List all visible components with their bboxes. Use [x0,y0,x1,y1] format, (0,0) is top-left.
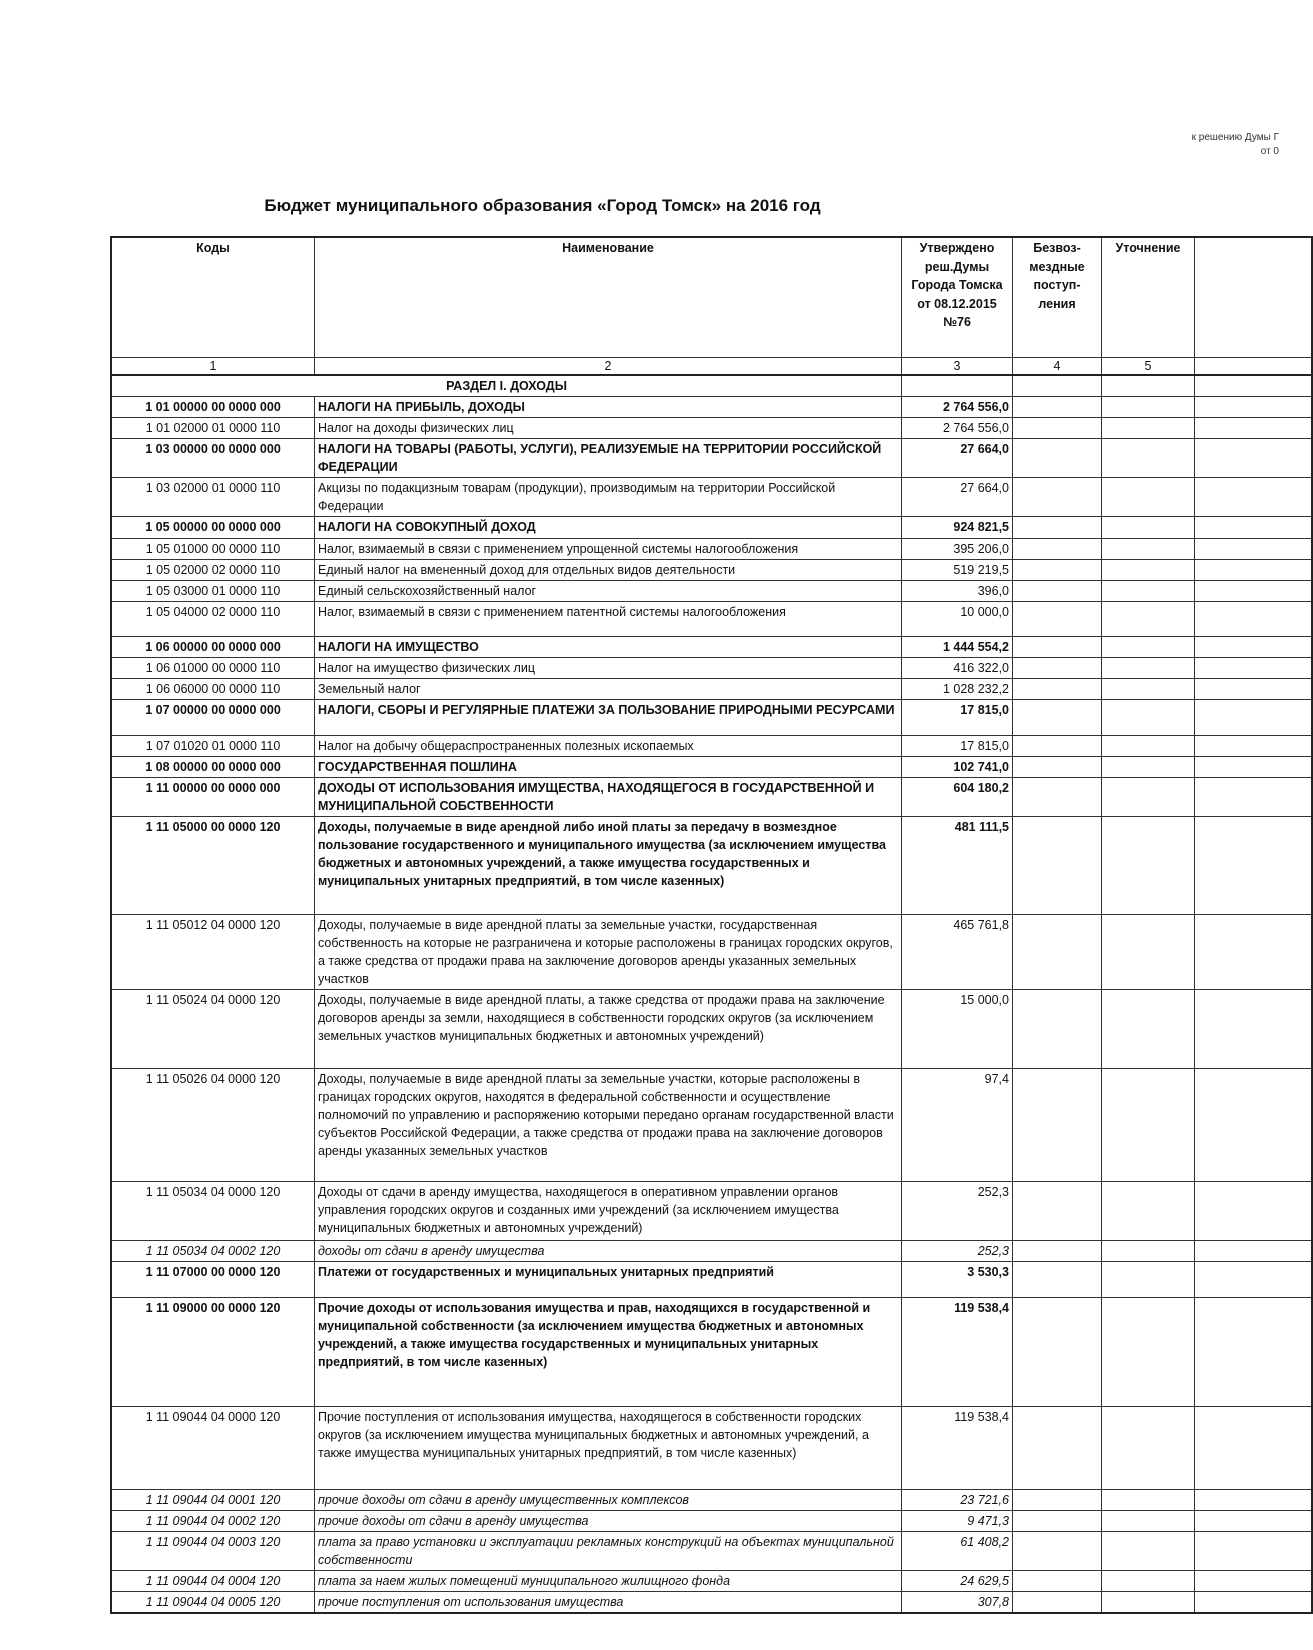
row-grants [1013,777,1102,816]
row-clarification [1102,777,1195,816]
row-clarification [1102,657,1195,678]
table-row [111,516,1312,538]
table-body [111,375,1312,1613]
table-row [111,538,1312,559]
row-extra [1195,1068,1313,1181]
row-name: Акцизы по подакцизным товарам (продукции), производимым на территории Российской Федерации [315,477,902,516]
table-row [111,559,1312,580]
row-clarification [1102,396,1195,417]
row-name: Единый сельскохозяйственный налог [315,580,902,601]
row-clarification [1102,699,1195,735]
column-number-row [111,357,1312,375]
row-approved-value: 119 538,4 [902,1297,1013,1406]
row-name: НАЛОГИ, СБОРЫ И РЕГУЛЯРНЫЕ ПЛАТЕЖИ ЗА ПОЛЬЗОВАНИЕ ПРИРОДНЫМИ РЕСУРСАМИ [315,699,902,735]
row-grants [1013,396,1102,417]
table-row [111,580,1312,601]
row-extra [1195,1297,1313,1406]
row-grants [1013,1489,1102,1510]
row-clarification [1102,1406,1195,1489]
row-grants [1013,559,1102,580]
row-name: Платежи от государственных и муниципальных унитарных предприятий [315,1261,902,1297]
row-approved-value: 23 721,6 [902,1489,1013,1510]
row-name: ДОХОДЫ ОТ ИСПОЛЬЗОВАНИЯ ИМУЩЕСТВА, НАХОДЯЩЕГОСЯ В ГОСУДАРСТВЕННОЙ И МУНИЦИПАЛЬНОЙ СОБСТВЕННОСТИ [315,777,902,816]
row-approved-value: 119 538,4 [902,1406,1013,1489]
row-extra [1195,1510,1313,1531]
header-grants: Безвоз-мездные поступ-ления [1013,237,1102,357]
row-code: 1 11 00000 00 0000 000 [111,777,315,816]
row-code: 1 01 00000 00 0000 000 [111,396,315,417]
row-name: плата за право установки и эксплуатации рекламных конструкций на объектах муниципальной собственности [315,1531,902,1570]
row-grants [1013,756,1102,777]
row-code: 1 11 09000 00 0000 120 [111,1297,315,1406]
row-extra [1195,699,1313,735]
row-extra [1195,989,1313,1068]
row-code: 1 11 05000 00 0000 120 [111,816,315,914]
row-extra [1195,777,1313,816]
table-row [111,914,1312,989]
table-row [111,816,1312,914]
header-codes: Коды [111,237,315,357]
table-row [111,657,1312,678]
row-grants [1013,1297,1102,1406]
row-extra [1195,601,1313,636]
row-approved-value: 519 219,5 [902,559,1013,580]
row-extra [1195,914,1313,989]
row-extra [1195,580,1313,601]
row-clarification [1102,601,1195,636]
table-row [111,699,1312,735]
row-approved-value: 252,3 [902,1240,1013,1261]
row-approved-value: 924 821,5 [902,516,1013,538]
row-clarification [1102,1489,1195,1510]
row-clarification [1102,438,1195,477]
row-code: 1 11 09044 04 0002 120 [111,1510,315,1531]
row-code: 1 11 09044 04 0005 120 [111,1591,315,1613]
row-extra [1195,1261,1313,1297]
row-name: Прочие доходы от использования имущества и прав, находящихся в государственной и муниципальной собственности (за исключением имущества бюджетных и автономных учреждений, а также имущества государственных и муниципальных унитарных предприятий, в том числе казенных) [315,1297,902,1406]
row-code: 1 05 04000 02 0000 110 [111,601,315,636]
row-grants [1013,816,1102,914]
row-code: 1 03 00000 00 0000 000 [111,438,315,477]
row-code: 1 11 05012 04 0000 120 [111,914,315,989]
table-row [111,1297,1312,1406]
row-clarification [1102,989,1195,1068]
appendix-note [1192,131,1279,159]
header-clarification: Уточнение [1102,237,1195,357]
row-approved-value: 15 000,0 [902,989,1013,1068]
row-name: НАЛОГИ НА ТОВАРЫ (РАБОТЫ, УСЛУГИ), РЕАЛИЗУЕМЫЕ НА ТЕРРИТОРИИ РОССИЙСКОЙ ФЕДЕРАЦИИ [315,438,902,477]
row-grants [1013,1510,1102,1531]
table-row [111,477,1312,516]
row-code: 1 11 07000 00 0000 120 [111,1261,315,1297]
row-extra [1195,396,1313,417]
row-extra [1195,1570,1313,1591]
row-clarification [1102,1591,1195,1613]
table-row [111,777,1312,816]
row-approved-value: 252,3 [902,1181,1013,1240]
column-number: 1 [111,357,315,375]
header-name: Наименование [315,237,902,357]
row-code: 1 06 01000 00 0000 110 [111,657,315,678]
row-approved-value: 465 761,8 [902,914,1013,989]
row-clarification [1102,914,1195,989]
row-grants [1013,1261,1102,1297]
empty-cell [1195,375,1313,397]
row-approved-value: 1 028 232,2 [902,678,1013,699]
row-clarification [1102,735,1195,756]
row-name: Налог на добычу общераспространенных полезных ископаемых [315,735,902,756]
row-approved-value: 307,8 [902,1591,1013,1613]
table-row [111,1489,1312,1510]
row-name: прочие поступления от использования имущества [315,1591,902,1613]
row-approved-value: 481 111,5 [902,816,1013,914]
column-number: 2 [315,357,902,375]
row-code: 1 08 00000 00 0000 000 [111,756,315,777]
row-clarification [1102,477,1195,516]
header-extra [1195,237,1313,357]
table-row [111,678,1312,699]
table-row [111,1261,1312,1297]
table-row [111,636,1312,657]
row-grants [1013,438,1102,477]
row-approved-value: 24 629,5 [902,1570,1013,1591]
row-grants [1013,1240,1102,1261]
row-extra [1195,816,1313,914]
table-row [111,1591,1312,1613]
empty-cell [902,375,1013,397]
section-row [111,375,1312,397]
row-clarification [1102,816,1195,914]
row-code: 1 01 02000 01 0000 110 [111,417,315,438]
row-extra [1195,438,1313,477]
row-code: 1 05 03000 01 0000 110 [111,580,315,601]
row-name: Налог, взимаемый в связи с применением упрощенной системы налогообложения [315,538,902,559]
row-approved-value: 27 664,0 [902,438,1013,477]
row-approved-value: 102 741,0 [902,756,1013,777]
row-clarification [1102,1531,1195,1570]
empty-cell [1013,375,1102,397]
row-name: НАЛОГИ НА ИМУЩЕСТВО [315,636,902,657]
row-name: Налог на доходы физических лиц [315,417,902,438]
row-grants [1013,601,1102,636]
row-extra [1195,1591,1313,1613]
row-grants [1013,1406,1102,1489]
row-clarification [1102,1181,1195,1240]
row-grants [1013,477,1102,516]
row-name: плата за наем жилых помещений муниципального жилищного фонда [315,1570,902,1591]
row-name: Земельный налог [315,678,902,699]
column-number: 5 [1102,357,1195,375]
row-code: 1 05 01000 00 0000 110 [111,538,315,559]
row-code: 1 11 09044 04 0001 120 [111,1489,315,1510]
row-clarification [1102,636,1195,657]
row-name: прочие доходы от сдачи в аренду имущества [315,1510,902,1531]
row-approved-value: 3 530,3 [902,1261,1013,1297]
row-approved-value: 61 408,2 [902,1531,1013,1570]
row-approved-value: 97,4 [902,1068,1013,1181]
row-clarification [1102,516,1195,538]
row-grants [1013,1068,1102,1181]
row-approved-value: 416 322,0 [902,657,1013,678]
row-extra [1195,1240,1313,1261]
table-row [111,1181,1312,1240]
row-code: 1 03 02000 01 0000 110 [111,477,315,516]
table-row [111,735,1312,756]
budget-table [110,236,1313,1614]
row-code: 1 11 05026 04 0000 120 [111,1068,315,1181]
row-name: Прочие поступления от использования имущества, находящегося в собственности городских округов (за исключением имущества муниципальных бюджетных и автономных учреждений, а также имущества муниципальных унитарных предприятий, в том числе казенных) [315,1406,902,1489]
empty-cell [1102,375,1195,397]
table-row [111,417,1312,438]
row-name: Налог, взимаемый в связи с применением патентной системы налогообложения [315,601,902,636]
row-code: 1 05 02000 02 0000 110 [111,559,315,580]
row-extra [1195,657,1313,678]
row-extra [1195,417,1313,438]
row-extra [1195,1406,1313,1489]
row-grants [1013,516,1102,538]
section-title: РАЗДЕЛ I. ДОХОДЫ [111,375,902,397]
row-extra [1195,735,1313,756]
row-grants [1013,735,1102,756]
row-grants [1013,989,1102,1068]
row-approved-value: 9 471,3 [902,1510,1013,1531]
row-code: 1 11 09044 04 0003 120 [111,1531,315,1570]
row-grants [1013,1591,1102,1613]
row-grants [1013,538,1102,559]
row-grants [1013,1570,1102,1591]
row-name: ГОСУДАРСТВЕННАЯ ПОШЛИНА [315,756,902,777]
row-clarification [1102,538,1195,559]
row-approved-value: 604 180,2 [902,777,1013,816]
row-clarification [1102,1570,1195,1591]
table-row [111,1068,1312,1181]
row-grants [1013,417,1102,438]
row-clarification [1102,417,1195,438]
row-code: 1 07 01020 01 0000 110 [111,735,315,756]
row-clarification [1102,580,1195,601]
table-row [111,1510,1312,1531]
row-grants [1013,657,1102,678]
table-row [111,756,1312,777]
row-name: Налог на имущество физических лиц [315,657,902,678]
row-extra [1195,538,1313,559]
row-code: 1 06 00000 00 0000 000 [111,636,315,657]
table-row [111,1531,1312,1570]
row-approved-value: 396,0 [902,580,1013,601]
column-number [1195,357,1313,375]
row-name: прочие доходы от сдачи в аренду имущественных комплексов [315,1489,902,1510]
row-grants [1013,580,1102,601]
table-row [111,396,1312,417]
row-clarification [1102,756,1195,777]
row-grants [1013,699,1102,735]
table-row [111,438,1312,477]
row-approved-value: 17 815,0 [902,699,1013,735]
row-name: Доходы, получаемые в виде арендной либо иной платы за передачу в возмездное пользование государственного и муниципального имущества (за исключением имущества бюджетных и автономных учреждений, а также имущества государственных и муниципальных унитарных предприятий, в том числе казенных) [315,816,902,914]
row-extra [1195,516,1313,538]
row-approved-value: 1 444 554,2 [902,636,1013,657]
row-extra [1195,1531,1313,1570]
document-title: Бюджет муниципального образования «Город Томск» на 2016 год [264,196,821,215]
row-grants [1013,678,1102,699]
appendix-line-2: от 0 [1260,146,1279,157]
row-extra [1195,636,1313,657]
row-extra [1195,678,1313,699]
row-name: НАЛОГИ НА СОВОКУПНЫЙ ДОХОД [315,516,902,538]
row-grants [1013,636,1102,657]
row-clarification [1102,1240,1195,1261]
table-row [111,1406,1312,1489]
row-name: Доходы, получаемые в виде арендной платы за земельные участки, которые расположены в границах городских округов, находятся в федеральной собственности и осуществление полномочий по управлению и распоряжению которыми передано органам государственной власти субъектов Российской Федерации, а также средства от продажи права на заключение договоров аренды указанных земельных участков [315,1068,902,1181]
row-grants [1013,1181,1102,1240]
row-grants [1013,914,1102,989]
appendix-line-1: к решению Думы Г [1191,132,1279,143]
row-name: доходы от сдачи в аренду имущества [315,1240,902,1261]
table-row [111,1240,1312,1261]
row-clarification [1102,1261,1195,1297]
row-name: Единый налог на вмененный доход для отдельных видов деятельности [315,559,902,580]
row-code: 1 05 00000 00 0000 000 [111,516,315,538]
row-approved-value: 2 764 556,0 [902,417,1013,438]
row-code: 1 11 09044 04 0000 120 [111,1406,315,1489]
row-code: 1 07 00000 00 0000 000 [111,699,315,735]
row-approved-value: 395 206,0 [902,538,1013,559]
table-row [111,601,1312,636]
row-code: 1 11 05034 04 0002 120 [111,1240,315,1261]
row-approved-value: 2 764 556,0 [902,396,1013,417]
row-name: НАЛОГИ НА ПРИБЫЛЬ, ДОХОДЫ [315,396,902,417]
header-approved: Утверждено реш.Думы Города Томска от 08.12.2015 №76 [902,237,1013,357]
table-header-row [111,237,1312,357]
row-clarification [1102,1068,1195,1181]
row-extra [1195,1489,1313,1510]
table-row [111,1570,1312,1591]
row-clarification [1102,1297,1195,1406]
row-name: Доходы, получаемые в виде арендной платы за земельные участки, государственная собственность на которые не разграничена и которые расположены в границах городских округов, а также средства от продажи права на заключение договоров аренды указанных земельных участков [315,914,902,989]
column-number: 3 [902,357,1013,375]
row-code: 1 11 09044 04 0004 120 [111,1570,315,1591]
row-code: 1 11 05034 04 0000 120 [111,1181,315,1240]
row-approved-value: 17 815,0 [902,735,1013,756]
row-clarification [1102,559,1195,580]
row-approved-value: 10 000,0 [902,601,1013,636]
row-extra [1195,477,1313,516]
row-extra [1195,559,1313,580]
row-grants [1013,1531,1102,1570]
row-name: Доходы, получаемые в виде арендной платы, а также средства от продажи права на заключение договоров аренды за земли, находящиеся в собственности городских округов (за исключением земельных участков муниципальных бюджетных и автономных учреждений) [315,989,902,1068]
column-number: 4 [1013,357,1102,375]
row-clarification [1102,1510,1195,1531]
row-extra [1195,1181,1313,1240]
row-name: Доходы от сдачи в аренду имущества, находящегося в оперативном управлении органов управления городских округов и созданных ими учреждений (за исключением имущества муниципальных бюджетных и автономных учреждений) [315,1181,902,1240]
row-extra [1195,756,1313,777]
table-row [111,989,1312,1068]
row-code: 1 06 06000 00 0000 110 [111,678,315,699]
row-approved-value: 27 664,0 [902,477,1013,516]
row-code: 1 11 05024 04 0000 120 [111,989,315,1068]
row-clarification [1102,678,1195,699]
